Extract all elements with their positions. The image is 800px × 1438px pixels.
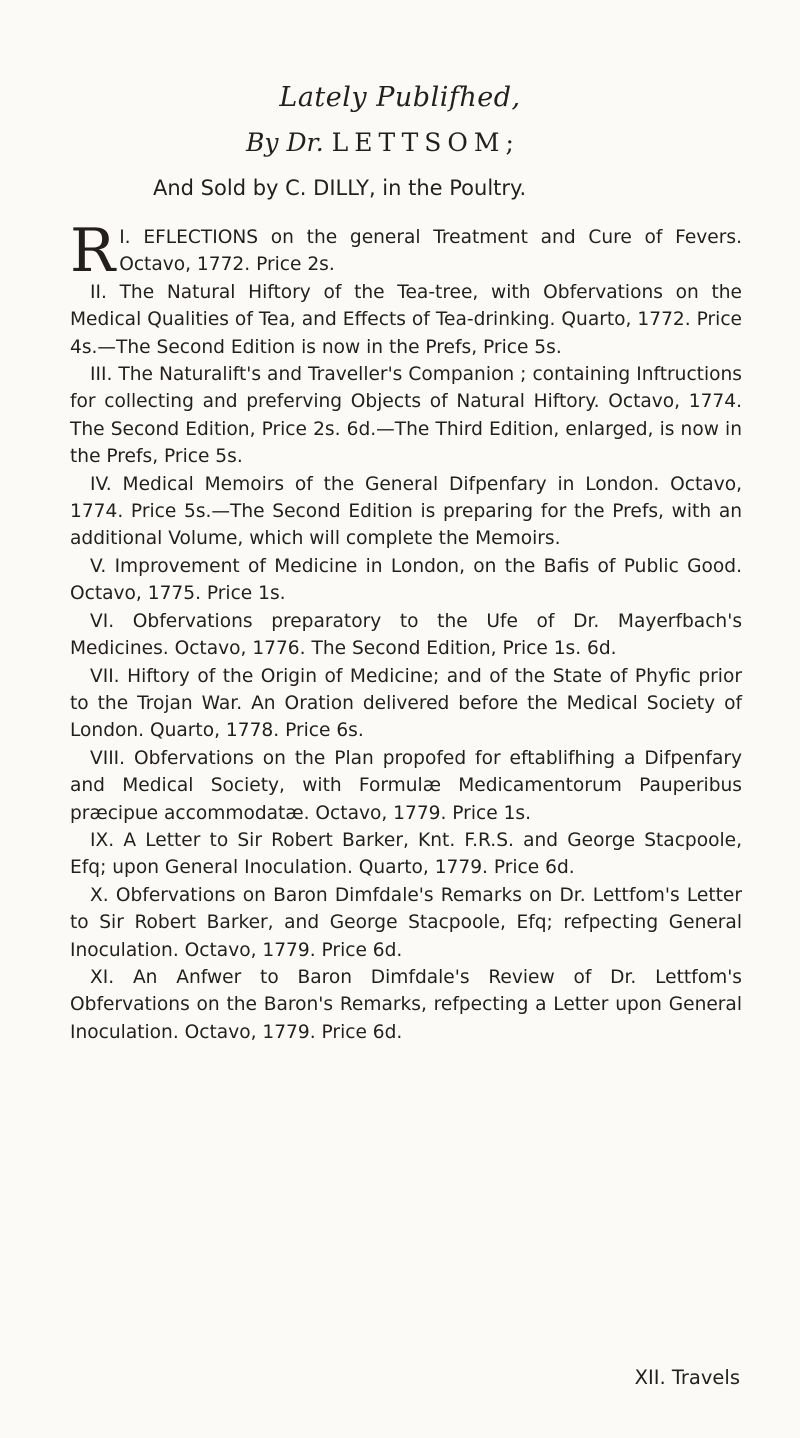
entry-number: IV. xyxy=(90,473,112,495)
entry-text: Hiftory of the Origin of Medicine; and of the State of Phyfic prior to the Trojan War. An Oration delivered before the Medical Society of London. Quarto, 1778. Price 6s. xyxy=(70,665,742,742)
book-entry-1 xyxy=(70,216,742,286)
book-entry-10 xyxy=(70,882,742,964)
entry-number: VII. xyxy=(90,665,120,687)
entry-number: I. xyxy=(119,227,131,248)
entry-number: IX. xyxy=(90,829,115,851)
entry-text: Medical Memoirs of the General Difpenfary in London. Octavo, 1774. Price 5s.—The Second Edition is preparing for the Prefs, with an additional Volume, which will complete the Memoirs. xyxy=(70,473,742,550)
entry-number: V. xyxy=(90,555,107,577)
book-entry-4 xyxy=(70,471,742,553)
entry-number: VI. xyxy=(90,610,115,632)
entry-text: The Natural Hiftory of the Tea-tree, with Obfervations on the Medical Qualities of Tea, and Effects of Tea-drinking. Quarto, 1772. Price 4s.—The Second Edition is now in the Prefs, Price 5s. xyxy=(70,281,742,358)
publisher-line: And Sold by C. DILLY, in the Poultry. xyxy=(153,176,527,200)
book-entry-5 xyxy=(70,553,742,608)
entry-number: VIII. xyxy=(90,747,126,769)
entry-text: Obfervations on the Plan propofed for eftablifhing a Difpenfary and Medical Society, with Formulæ Medicamentorum Pauperibus præcipue accommodatæ. Octavo, 1779. Price 1s. xyxy=(70,747,742,824)
book-entry-8 xyxy=(70,745,742,827)
author-byline xyxy=(246,128,520,157)
book-entry-11 xyxy=(70,964,742,1046)
entry-text: Obfervations preparatory to the Ufe of Dr. Mayerfbach's Medicines. Octavo, 1776. The Second Edition, Price 1s. 6d. xyxy=(70,610,743,660)
entry-number: III. xyxy=(90,364,113,386)
entry-text: Obfervations on Baron Dimfdale's Remarks on Dr. Lettfom's Letter to Sir Robert Barker, and George Stacpoole, Efq; refpecting General Inoculation. Octavo, 1779. Price 6d. xyxy=(70,884,742,961)
entry-text: The Naturalift's and Traveller's Companion ; containing Inftructions for collecting and preferving Objects of Natural Hiftory. Octavo, 1774. The Second Edition, Price 2s. 6d.—The Third Edition, enlarged, is now in the Prefs, Price 5s. xyxy=(70,364,742,468)
entry-text: Improvement of Medicine in London, on the Bafis of Public Good. Octavo, 1775. Price 1s. xyxy=(70,555,743,605)
book-list xyxy=(70,216,743,1046)
entry-text: EFLECTIONS on the general Treatment and Cure of Fevers. Octavo, 1772. Price 2s. xyxy=(119,227,742,276)
book-entry-9 xyxy=(70,827,742,882)
author-name: LETTSOM; xyxy=(331,128,520,157)
catchword: XII. Travels xyxy=(634,1366,740,1389)
entry-number: II. xyxy=(90,281,107,303)
byline-prefix: By Dr. xyxy=(246,128,324,157)
drop-cap: R xyxy=(70,216,116,286)
entry-number: XI. xyxy=(90,966,115,988)
page-title: Lately Publifhed, xyxy=(279,82,521,113)
book-entry-3 xyxy=(70,361,742,471)
book-entry-7 xyxy=(70,663,742,745)
entry-number: X. xyxy=(90,884,109,906)
book-entry-6 xyxy=(70,608,742,663)
entry-text: A Letter to Sir Robert Barker, Knt. F.R.S. and George Stacpoole, Efq; upon General Inoculation. Quarto, 1779. Price 6d. xyxy=(70,829,742,879)
entry-text: An Anfwer to Baron Dimfdale's Review of Dr. Lettfom's Obfervations on the Baron's Remarks, refpecting a Letter upon General Inoculation. Octavo, 1779. Price 6d. xyxy=(70,966,742,1043)
book-entry-2 xyxy=(70,279,742,361)
